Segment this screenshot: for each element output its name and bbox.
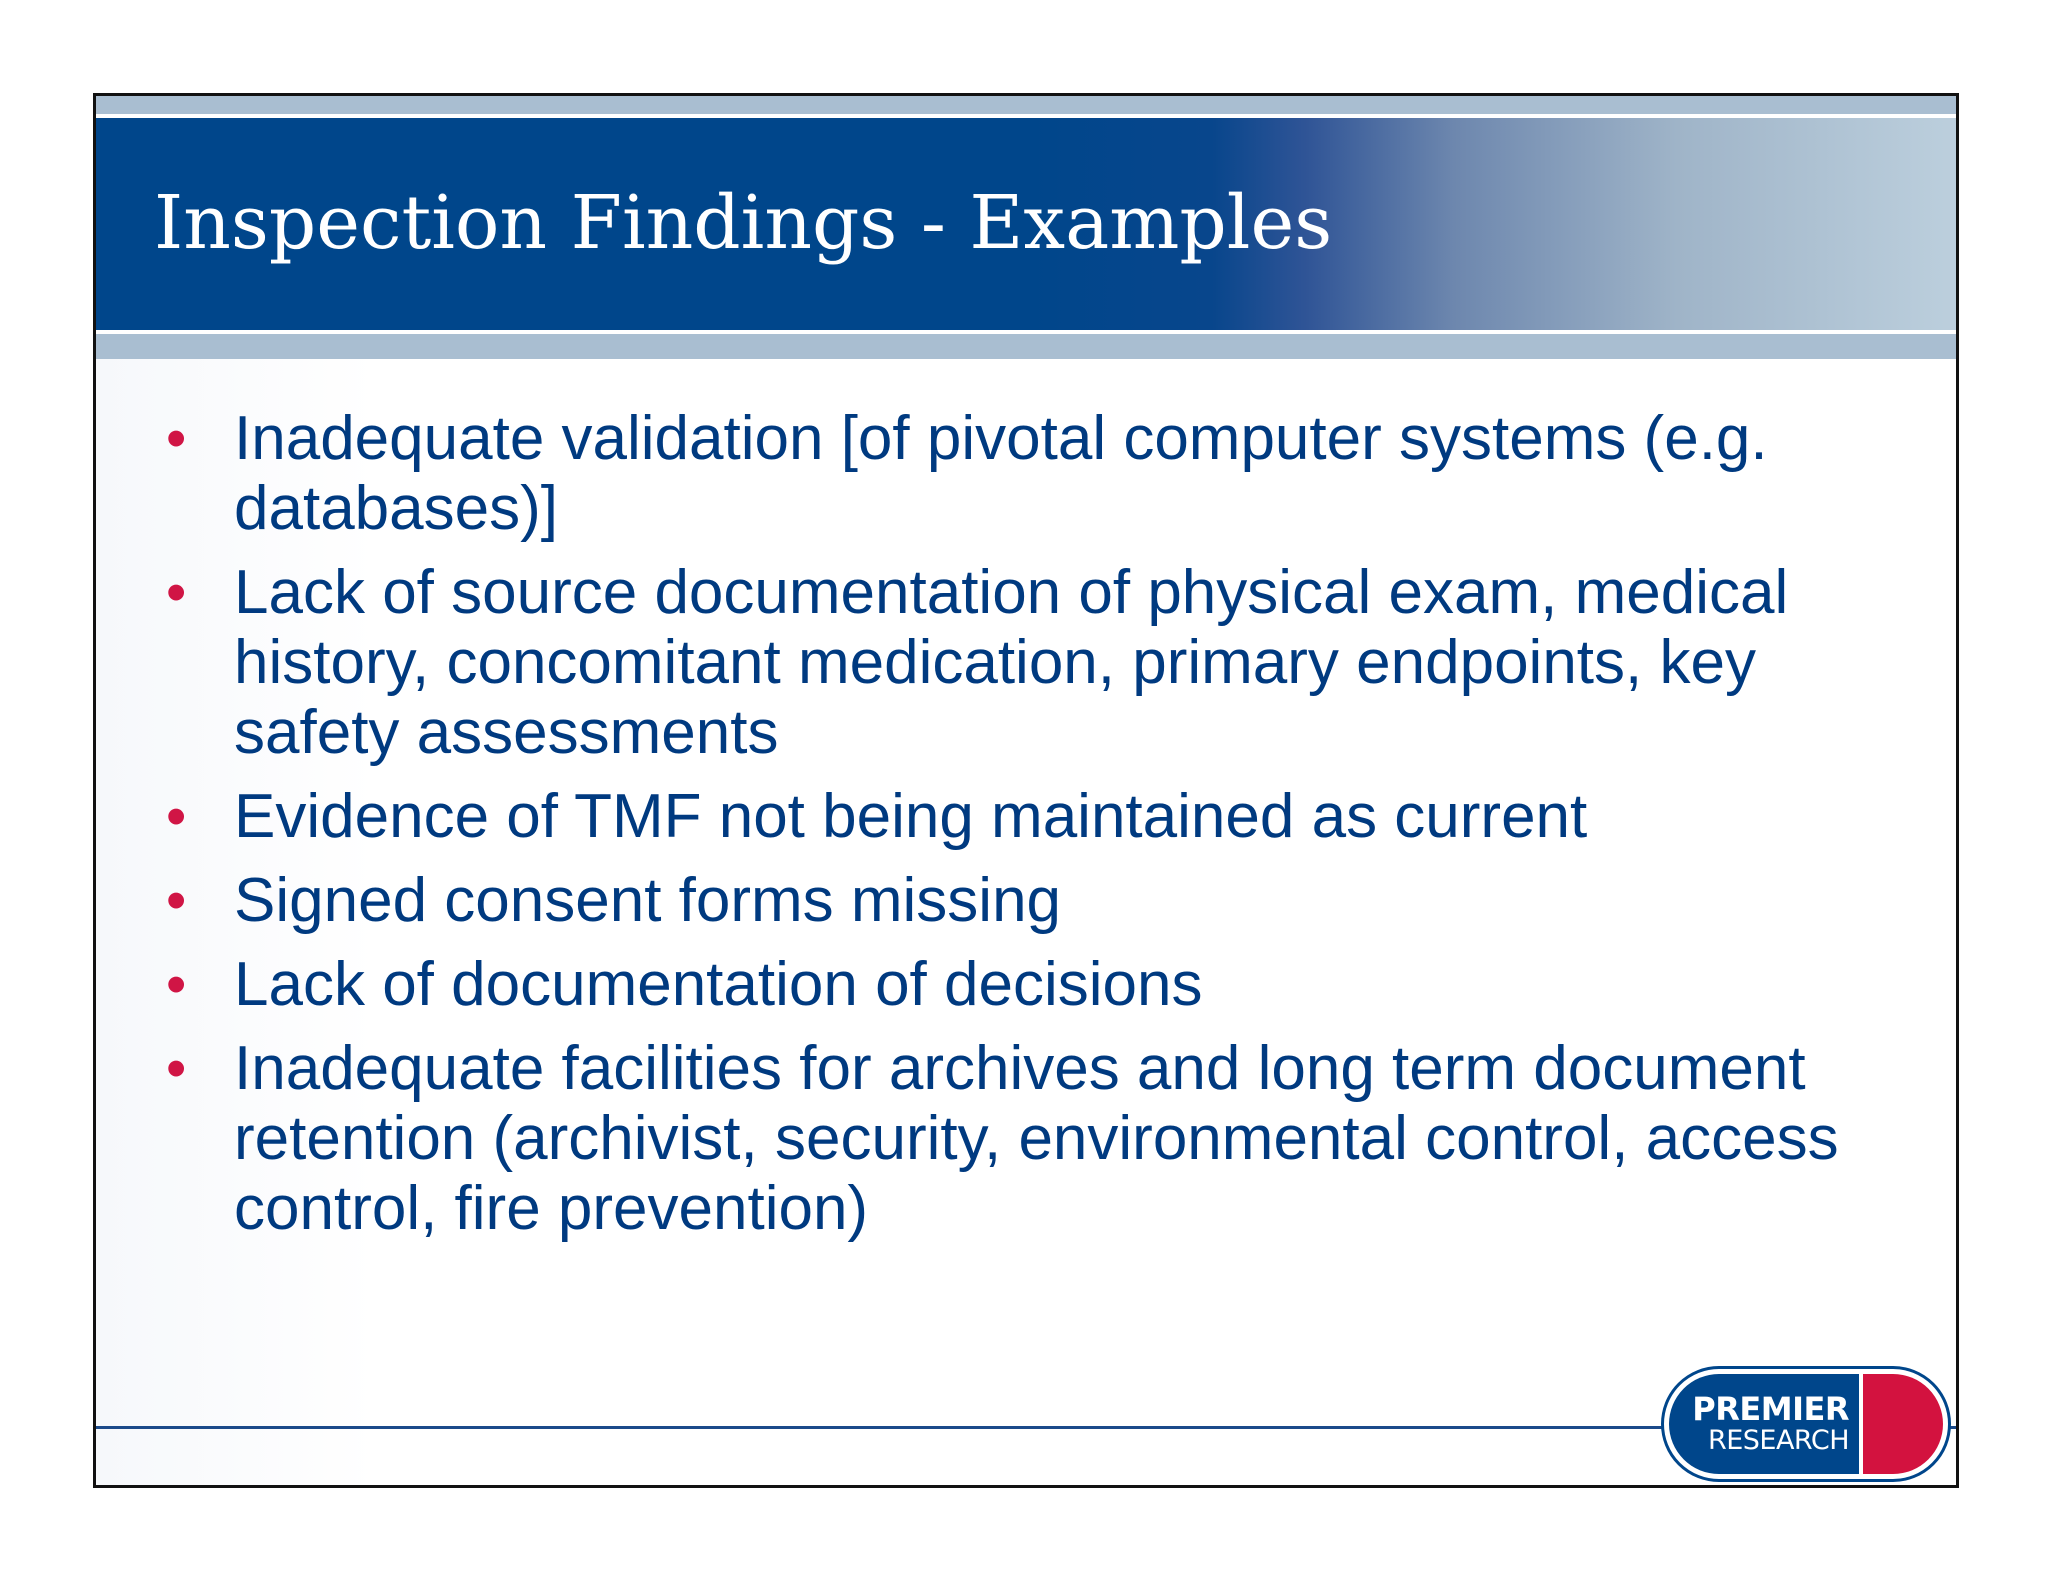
logo-red-panel (1863, 1374, 1943, 1474)
premier-research-logo (1661, 1366, 1951, 1482)
bullet-dot-icon: • (166, 560, 187, 625)
top-accent-strip (96, 96, 1956, 114)
bullet-item (166, 404, 1926, 544)
bullet-item (166, 866, 1926, 936)
slide (93, 93, 1959, 1488)
bullet-item (166, 1034, 1926, 1244)
bullet-dot-icon: • (166, 1036, 187, 1101)
bullet-item (166, 558, 1926, 768)
bullet-text: Evidence of TMF not being maintained as current (234, 782, 1588, 851)
slide-title: Inspection Findings - Examples (154, 180, 1333, 266)
bullet-text: Lack of source documentation of physical exam, medical history, concomitant medication, primary endpoints, key safety assessments (234, 558, 1789, 767)
logo-text-research: RESEARCH (1707, 1425, 1849, 1456)
bullet-text: Signed consent forms missing (234, 866, 1062, 935)
bullet-text: Inadequate facilities for archives and long term document retention (archivist, security, environmental control, access control, fire prevention) (234, 1034, 1839, 1243)
bullet-item (166, 782, 1926, 852)
bullet-dot-icon: • (166, 868, 187, 933)
bullet-dot-icon: • (166, 406, 187, 471)
bullet-dot-icon: • (166, 952, 187, 1017)
sub-accent-strip (96, 334, 1956, 359)
logo-pill (1669, 1374, 1943, 1474)
logo-blue-panel (1669, 1374, 1859, 1474)
bullet-text: Lack of documentation of decisions (234, 950, 1203, 1019)
bullet-list (166, 404, 1926, 1258)
logo-text-premier: PREMIER (1692, 1390, 1849, 1428)
bullet-dot-icon: • (166, 784, 187, 849)
bullet-item (166, 950, 1926, 1020)
bullet-text: Inadequate validation [of pivotal computer systems (e.g. databases)] (234, 404, 1768, 543)
